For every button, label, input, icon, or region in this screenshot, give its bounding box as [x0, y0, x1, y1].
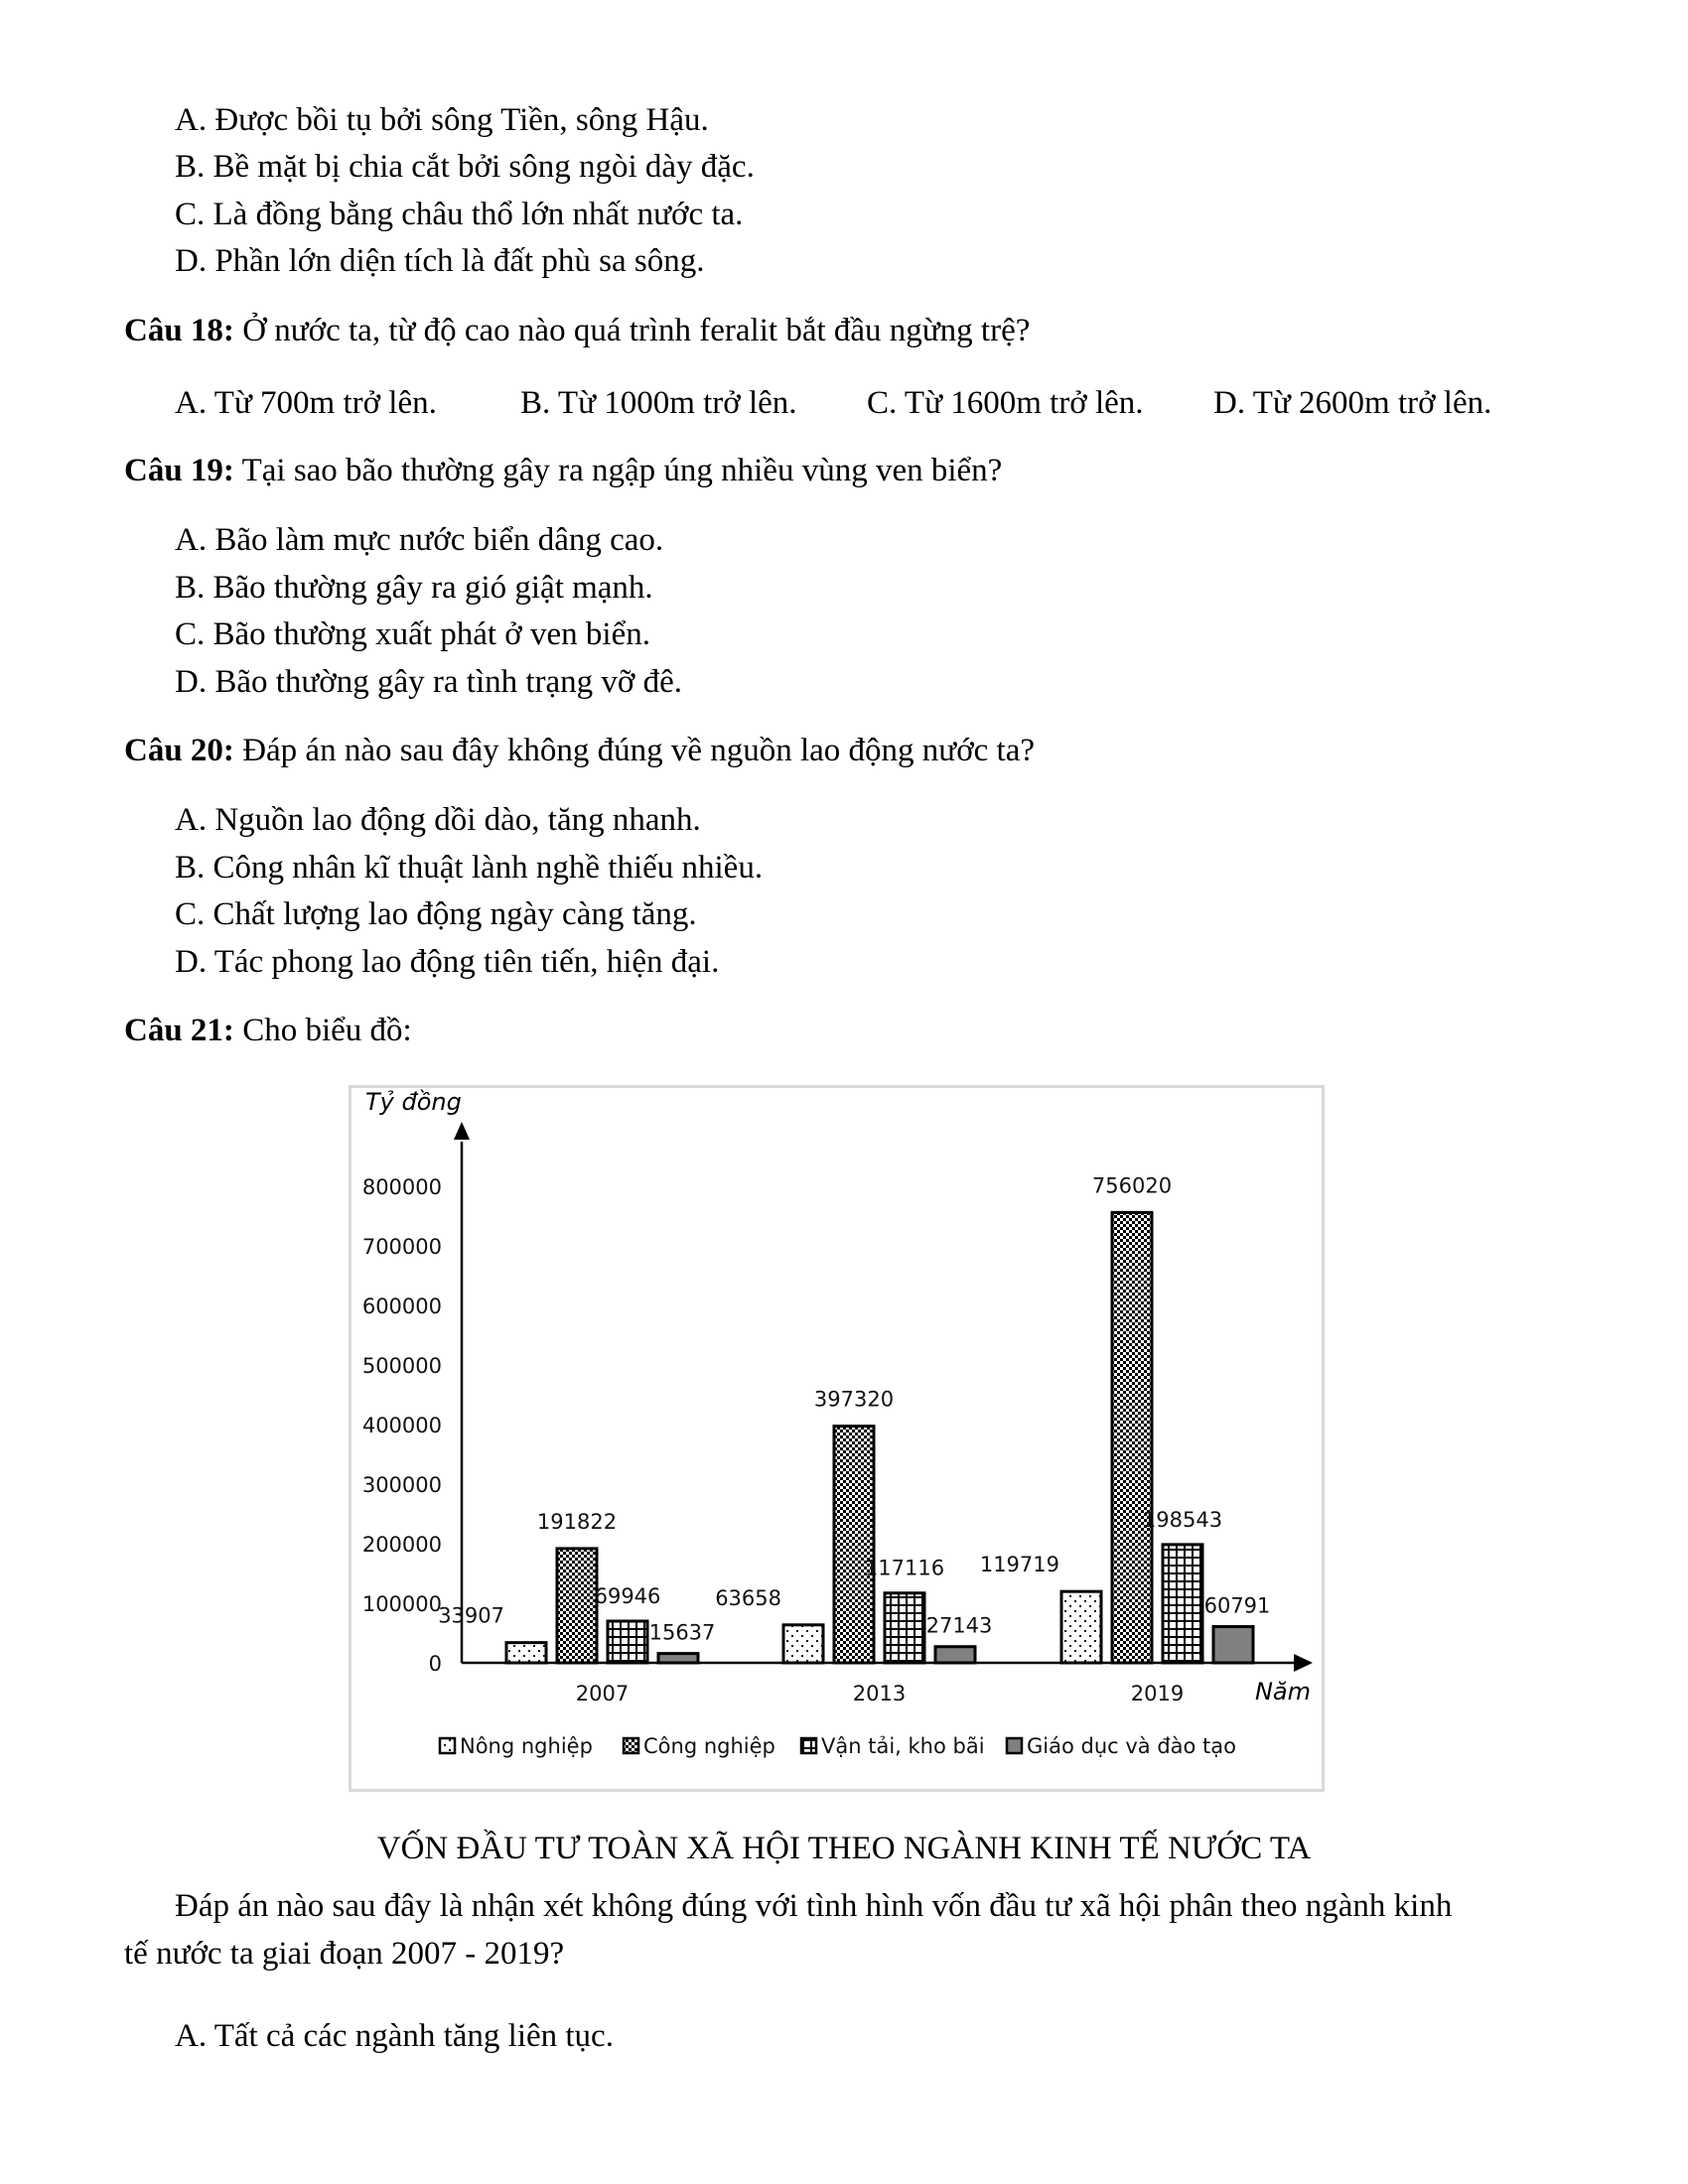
y-tick-label: 700000 — [361, 1235, 442, 1259]
bar-checker-2019 — [1112, 1212, 1152, 1663]
q20-option-b: B. Công nhân kĩ thuật lành nghề thiếu nhiều. — [175, 850, 764, 886]
x-tick-label: 2013 — [852, 1682, 907, 1706]
legend-swatch-dots — [440, 1738, 455, 1753]
x-tick-label: 2007 — [575, 1682, 630, 1706]
y-tick-label: 500000 — [361, 1354, 442, 1378]
data-label: 198543 — [1142, 1507, 1223, 1532]
bar-dots-2019 — [1061, 1591, 1101, 1663]
bar-chart — [352, 1088, 1322, 1789]
y-tick-label: 400000 — [361, 1414, 442, 1437]
q18-label: Câu 18: — [124, 313, 234, 348]
q18-text: Ở nước ta, từ độ cao nào quá trình feralit bắt đầu ngừng trệ? — [233, 313, 1031, 348]
q19-option-a: A. Bão làm mực nước biển dâng cao. — [175, 522, 664, 558]
q20-option-c: C. Chất lượng lao động ngày càng tăng. — [175, 896, 697, 932]
legend-swatch-grid — [801, 1738, 816, 1753]
chart-container — [349, 1085, 1325, 1792]
bar-checker-2007 — [557, 1549, 597, 1663]
q19-option-c: C. Bão thường xuất phát ở ven biển. — [175, 616, 650, 652]
bar-dots-2013 — [783, 1625, 823, 1663]
bar-solid-2013 — [935, 1647, 975, 1663]
y-tick-label: 600000 — [361, 1295, 442, 1318]
q17-option-c: C. Là đồng bằng châu thổ lớn nhất nước ta. — [175, 197, 744, 232]
data-label: 397320 — [813, 1387, 895, 1412]
q20-option-a: A. Nguồn lao động dồi dào, tăng nhanh. — [175, 802, 701, 838]
data-label: 27143 — [925, 1613, 993, 1638]
y-tick-label: 0 — [428, 1652, 442, 1676]
data-label: 69946 — [594, 1584, 661, 1609]
q20-text: Đáp án nào sau đây không đúng về nguồn lao động nước ta? — [233, 733, 1036, 768]
bar-solid-2007 — [658, 1654, 698, 1663]
q17-option-a: A. Được bồi tụ bởi sông Tiền, sông Hậu. — [175, 102, 709, 138]
q20-option-d: D. Tác phong lao động tiên tiến, hiện đại. — [175, 944, 720, 980]
q19-question — [124, 451, 1002, 490]
data-label: 63658 — [715, 1585, 781, 1610]
q21-option-a: A. Tất cả các ngành tăng liên tục. — [175, 2018, 614, 2054]
data-label: 756020 — [1091, 1173, 1173, 1198]
q19-option-d: D. Bão thường gây ra tình trạng vỡ đê. — [175, 664, 683, 700]
y-axis-arrow-icon — [454, 1122, 470, 1140]
bar-solid-2019 — [1213, 1627, 1253, 1663]
data-label: 33907 — [438, 1603, 504, 1628]
legend-swatch-checker — [624, 1738, 638, 1753]
q18-option-c: C. Từ 1600m trở lên. — [867, 385, 1144, 421]
bar-grid-2007 — [608, 1621, 647, 1663]
q21-label: Câu 21: — [124, 1013, 234, 1048]
x-axis-arrow-icon — [1294, 1654, 1313, 1672]
x-axis-label: Năm — [1254, 1678, 1311, 1706]
q19-label: Câu 19: — [124, 453, 234, 488]
data-label: 60791 — [1203, 1593, 1271, 1618]
bar-grid-2013 — [885, 1593, 924, 1663]
bar-checker-2013 — [834, 1427, 874, 1663]
q17-option-d: D. Phần lớn diện tích là đất phù sa sông. — [175, 243, 705, 279]
chart-caption: VỐN ĐẦU TƯ TOÀN XÃ HỘI THEO NGÀNH KINH TẾ NƯỚC TA — [376, 1831, 1312, 1866]
bar-grid-2019 — [1163, 1545, 1202, 1663]
legend-label: Nông nghiệp — [460, 1734, 593, 1758]
q21-prompt-line1: Đáp án nào sau đây là nhận xét không đúng với tình hình vốn đầu tư xã hội phân theo ngành kinh — [175, 1888, 1453, 1924]
bar-dots-2007 — [506, 1643, 546, 1663]
y-tick-label: 800000 — [361, 1175, 442, 1199]
q21-question — [124, 1011, 412, 1050]
q19-option-b: B. Bão thường gây ra gió giật mạnh. — [175, 570, 653, 606]
q20-question — [124, 731, 1035, 770]
data-label: 117116 — [864, 1556, 945, 1580]
legend-label: Vận tải, kho bãi — [821, 1734, 985, 1758]
q20-label: Câu 20: — [124, 733, 234, 768]
y-axis-label: Tỷ đồng — [365, 1088, 462, 1116]
q18-question — [124, 311, 1030, 350]
q21-prompt-line2: tế nước ta giai đoạn 2007 - 2019? — [124, 1936, 565, 1972]
data-label: 191822 — [536, 1509, 618, 1534]
legend-swatch-solid — [1007, 1738, 1022, 1753]
q18-option-a: A. Từ 700m trở lên. — [175, 385, 437, 421]
legend-label: Giáo dục và đào tạo — [1027, 1734, 1237, 1758]
q19-text: Tại sao bão thường gây ra ngập úng nhiều vùng ven biển? — [233, 453, 1003, 488]
q17-option-b: B. Bề mặt bị chia cắt bởi sông ngòi dày đặc. — [175, 149, 755, 185]
data-label: 119719 — [979, 1553, 1059, 1577]
q21-text: Cho biểu đồ: — [233, 1013, 412, 1048]
y-tick-label: 300000 — [361, 1473, 442, 1497]
q18-option-b: B. Từ 1000m trở lên. — [520, 385, 797, 421]
data-label: 15637 — [648, 1620, 716, 1645]
legend-label: Công nghiệp — [643, 1734, 775, 1758]
y-tick-label: 200000 — [361, 1533, 442, 1557]
y-tick-label: 100000 — [361, 1592, 442, 1616]
x-tick-label: 2019 — [1130, 1682, 1185, 1706]
q18-option-d: D. Từ 2600m trở lên. — [1213, 385, 1492, 421]
